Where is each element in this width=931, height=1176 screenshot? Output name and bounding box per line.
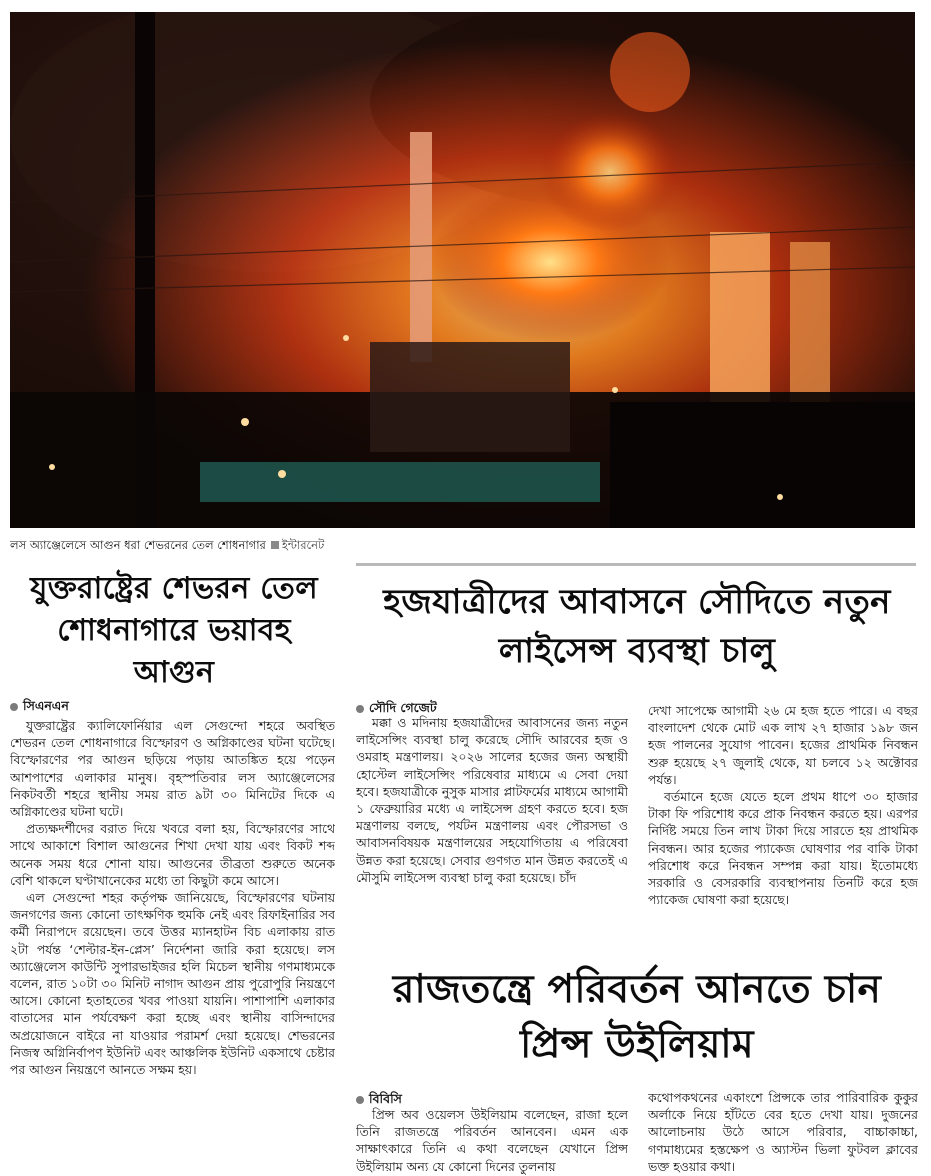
article-william-col1	[356, 1106, 628, 1176]
paragraph: দেখা সাপেক্ষে আগামী ২৬ মে হজ হতে পারে। এ বছর বাংলাদেশ থেকে মোট এক লাখ ২৭ হাজার ১৯৮ জন হজ পালনের সুযোগ পাবেন। হজের প্রাথমিক নিবন্ধন শুরু হয়েছে ২৭ জুলাই থেকে, যা চলবে ১২ অক্টোবর পর্যন্ত।	[648, 703, 918, 787]
photo-caption	[10, 535, 915, 555]
caption-text: লস অ্যাঞ্জেলেসে আগুন ধরা শেভরনের তেল শোধনাগার	[10, 538, 266, 552]
bullet-icon	[356, 1096, 364, 1104]
paragraph: প্রত্যক্ষদর্শীদের বরাত দিয়ে খবরে বলা হয়, বিস্ফোরণের সাথে সাথে আকাশে বিশাল আগুনের শিখা দেখা যায় এবং বিকট শব্দ অনেক সময় ধরে শোনা যায়। আগুনের তীব্রতা শুরুতে অনেক বেশি থাকলে ঘণ্টাখানেকের মধ্যে তা কিছুটা কমে আসে।	[10, 821, 335, 888]
bullet-icon	[356, 705, 364, 713]
paragraph: বর্তমানে হজে যেতে হলে প্রথম ধাপে ৩০ হাজার টাকা ফি পরিশোধ করে প্রাক নিবন্ধন করতে হয়। এরপর নির্দিষ্ট সময়ে তিন লাখ টাকা দিয়ে সারতে হয় প্রাথমিক নিবন্ধন। আর হজের প্যাকেজ ঘোষণার পর বাকি টাকা পরিশোধ করে নিবন্ধন সম্পন্ন করা যায়। ইতোমধ্যে সরকারি ও বেসরকারি ব্যবস্থাপনায় তিনটি করে হজ প্যাকেজ ঘোষণা করা হয়েছে।	[648, 789, 918, 908]
paragraph: কথোপকথনের একাংশে প্রিন্সকে তার পারিবারিক কুকুর অর্লাকে নিয়ে হাঁটতে বের হতে দেখা যায়। দুজনের আলোচনায় উঠে আসে পরিবার, বাচ্চাকাচ্চা, গণমাধ্যমের হস্তক্ষেপ ও অ্যাস্টন ভিলা ফুটবল ক্লাবের ভক্ত হওয়ার কথা।	[648, 1090, 918, 1174]
headline-prince-william: রাজতন্ত্রে পরিবর্তন আনতে চান প্রিন্স উইলিয়াম	[392, 967, 882, 1067]
paragraph: প্রিন্স অব ওয়েলস উইলিয়াম বলেছেন, রাজা হলে তিনি রাজতন্ত্রে পরিবর্তন আনবেন। এমন এক সাক্ষাৎকারে তিনি এ কথা বলেছেন যেখানে প্রিন্স উইলিয়াম অন্য যে কোনো দিনের তুলনায়	[356, 1107, 628, 1174]
article-hajj-col1	[356, 714, 628, 944]
article-william-col2	[648, 1089, 918, 1176]
article-hajj-col2	[648, 702, 918, 944]
photo-credit: ইন্টারনেট	[281, 538, 325, 552]
paragraph: এল সেগুন্দো শহর কর্তৃপক্ষ জানিয়েছে, বিস্ফোরণের ঘটনায় জনগণের জন্য কোনো তাৎক্ষণিক হুমকি নেই এবং রিফাইনারির সব কর্মী নিরাপদে রয়েছেন। তবে উত্তর ম্যানহাটন বিচ এলাকায় রাত ২টা পর্যন্ত ‘শেল্টার-ইন-প্লেস’ নির্দেশনা জারি করা হয়েছে। লস অ্যাঞ্জেলেস কাউন্টি সুপারভাইজর হলি মিচেল স্থানীয় গণমাধ্যমকে বলেন, রাত ১০টা ৩০ মিনিট নাগাদ আগুন প্রায় পুরোপুরি নিয়ন্ত্রণে আসে। কোনো হতাহতের খবর পাওয়া যায়নি। পাশাপাশি এলাকার বাতাসের মান পর্যবেক্ষণ করা হচ্ছে এবং স্থানীয় বাসিন্দাদের অপ্রয়োজনে বাইরে না যাওয়ার পরামর্শ দেয়া হয়েছে। শেভরনের নিজস্ব অগ্নিনির্বাপণ ইউনিট এবং আঞ্চলিক ইউনিট একসাথে চেষ্টার পর আগুন নিয়ন্ত্রণে আনতে সক্ষম হয়।	[10, 890, 335, 1078]
headline-chevron-fire: যুক্তরাষ্ট্রের শেভরন তেল শোধনাগারে ভয়াবহ আগুন	[30, 571, 318, 690]
byline-cnn	[10, 698, 69, 714]
section-divider	[356, 563, 916, 566]
paragraph: মক্কা ও মদিনায় হজযাত্রীদের আবাসনের জন্য নতুন লাইসেন্সিং ব্যবস্থা চালু করেছে সৌদি আরবের হজ ও ওমরাহ মন্ত্রণালয়। ২০২৬ সালের হজের জন্য অস্থায়ী হোস্টেল লাইসেন্সিং পরিষেবার মাধ্যমে এ সেবা দেয়া হবে। হজযাত্রীকে নুসুক মাসার প্লাটফর্মের মাধ্যমে আগামী ১ ফেব্রুয়ারির মধ্যে এ লাইসেন্স গ্রহণ করতে হবে। হজ মন্ত্রণালয় বলছে, পর্যটন মন্ত্রণালয় এবং পৌরসভা ও আবাসনবিষয়ক মন্ত্রণালয়ের সহযোগিতায় এ পরিষেবা উন্নত করা হয়েছে। সেবার গুণগত মান উন্নত করতেই এ মৌসুমি লাইসেন্স ব্যবস্থা চালু করা হয়েছে। চাঁদ	[356, 715, 628, 885]
separator-square-icon	[271, 541, 279, 549]
byline-source: সৌদি গেজেট	[369, 700, 437, 715]
byline-source: বিবিসি	[369, 1091, 402, 1106]
headline-hajj-license: হজযাত্রীদের আবাসনে সৌদিতে নতুন লাইসেন্স ব্যবস্থা চালু	[383, 582, 891, 671]
paragraph: যুক্তরাষ্ট্রের ক্যালিফোর্নিয়ার এল সেগুন্দো শহরে অবস্থিত শেভরন তেল শোধনাগারে বিস্ফোরণ ও অগ্নিকাণ্ডের ঘটনা ঘটেছে। বিস্ফোরণের পর আগুন ছড়িয়ে পড়ায় আতঙ্কিত হয়ে পড়েন আশপাশের এলাকার মানুষ। বৃহস্পতিবার লস অ্যাঞ্জেলেসের নিকটবর্তী শহরে স্থানীয় সময় রাত ৯টা ৩০ মিনিটের দিকে এ অগ্নিকাণ্ডের ঘটনা ঘটে।	[10, 718, 335, 820]
news-photo	[10, 12, 915, 528]
refinery-fire-image	[10, 12, 915, 528]
article-chevron-body	[10, 717, 335, 1157]
byline-source: সিএনএন	[23, 698, 69, 713]
byline-bbc	[356, 1091, 402, 1107]
bullet-icon	[10, 703, 18, 711]
